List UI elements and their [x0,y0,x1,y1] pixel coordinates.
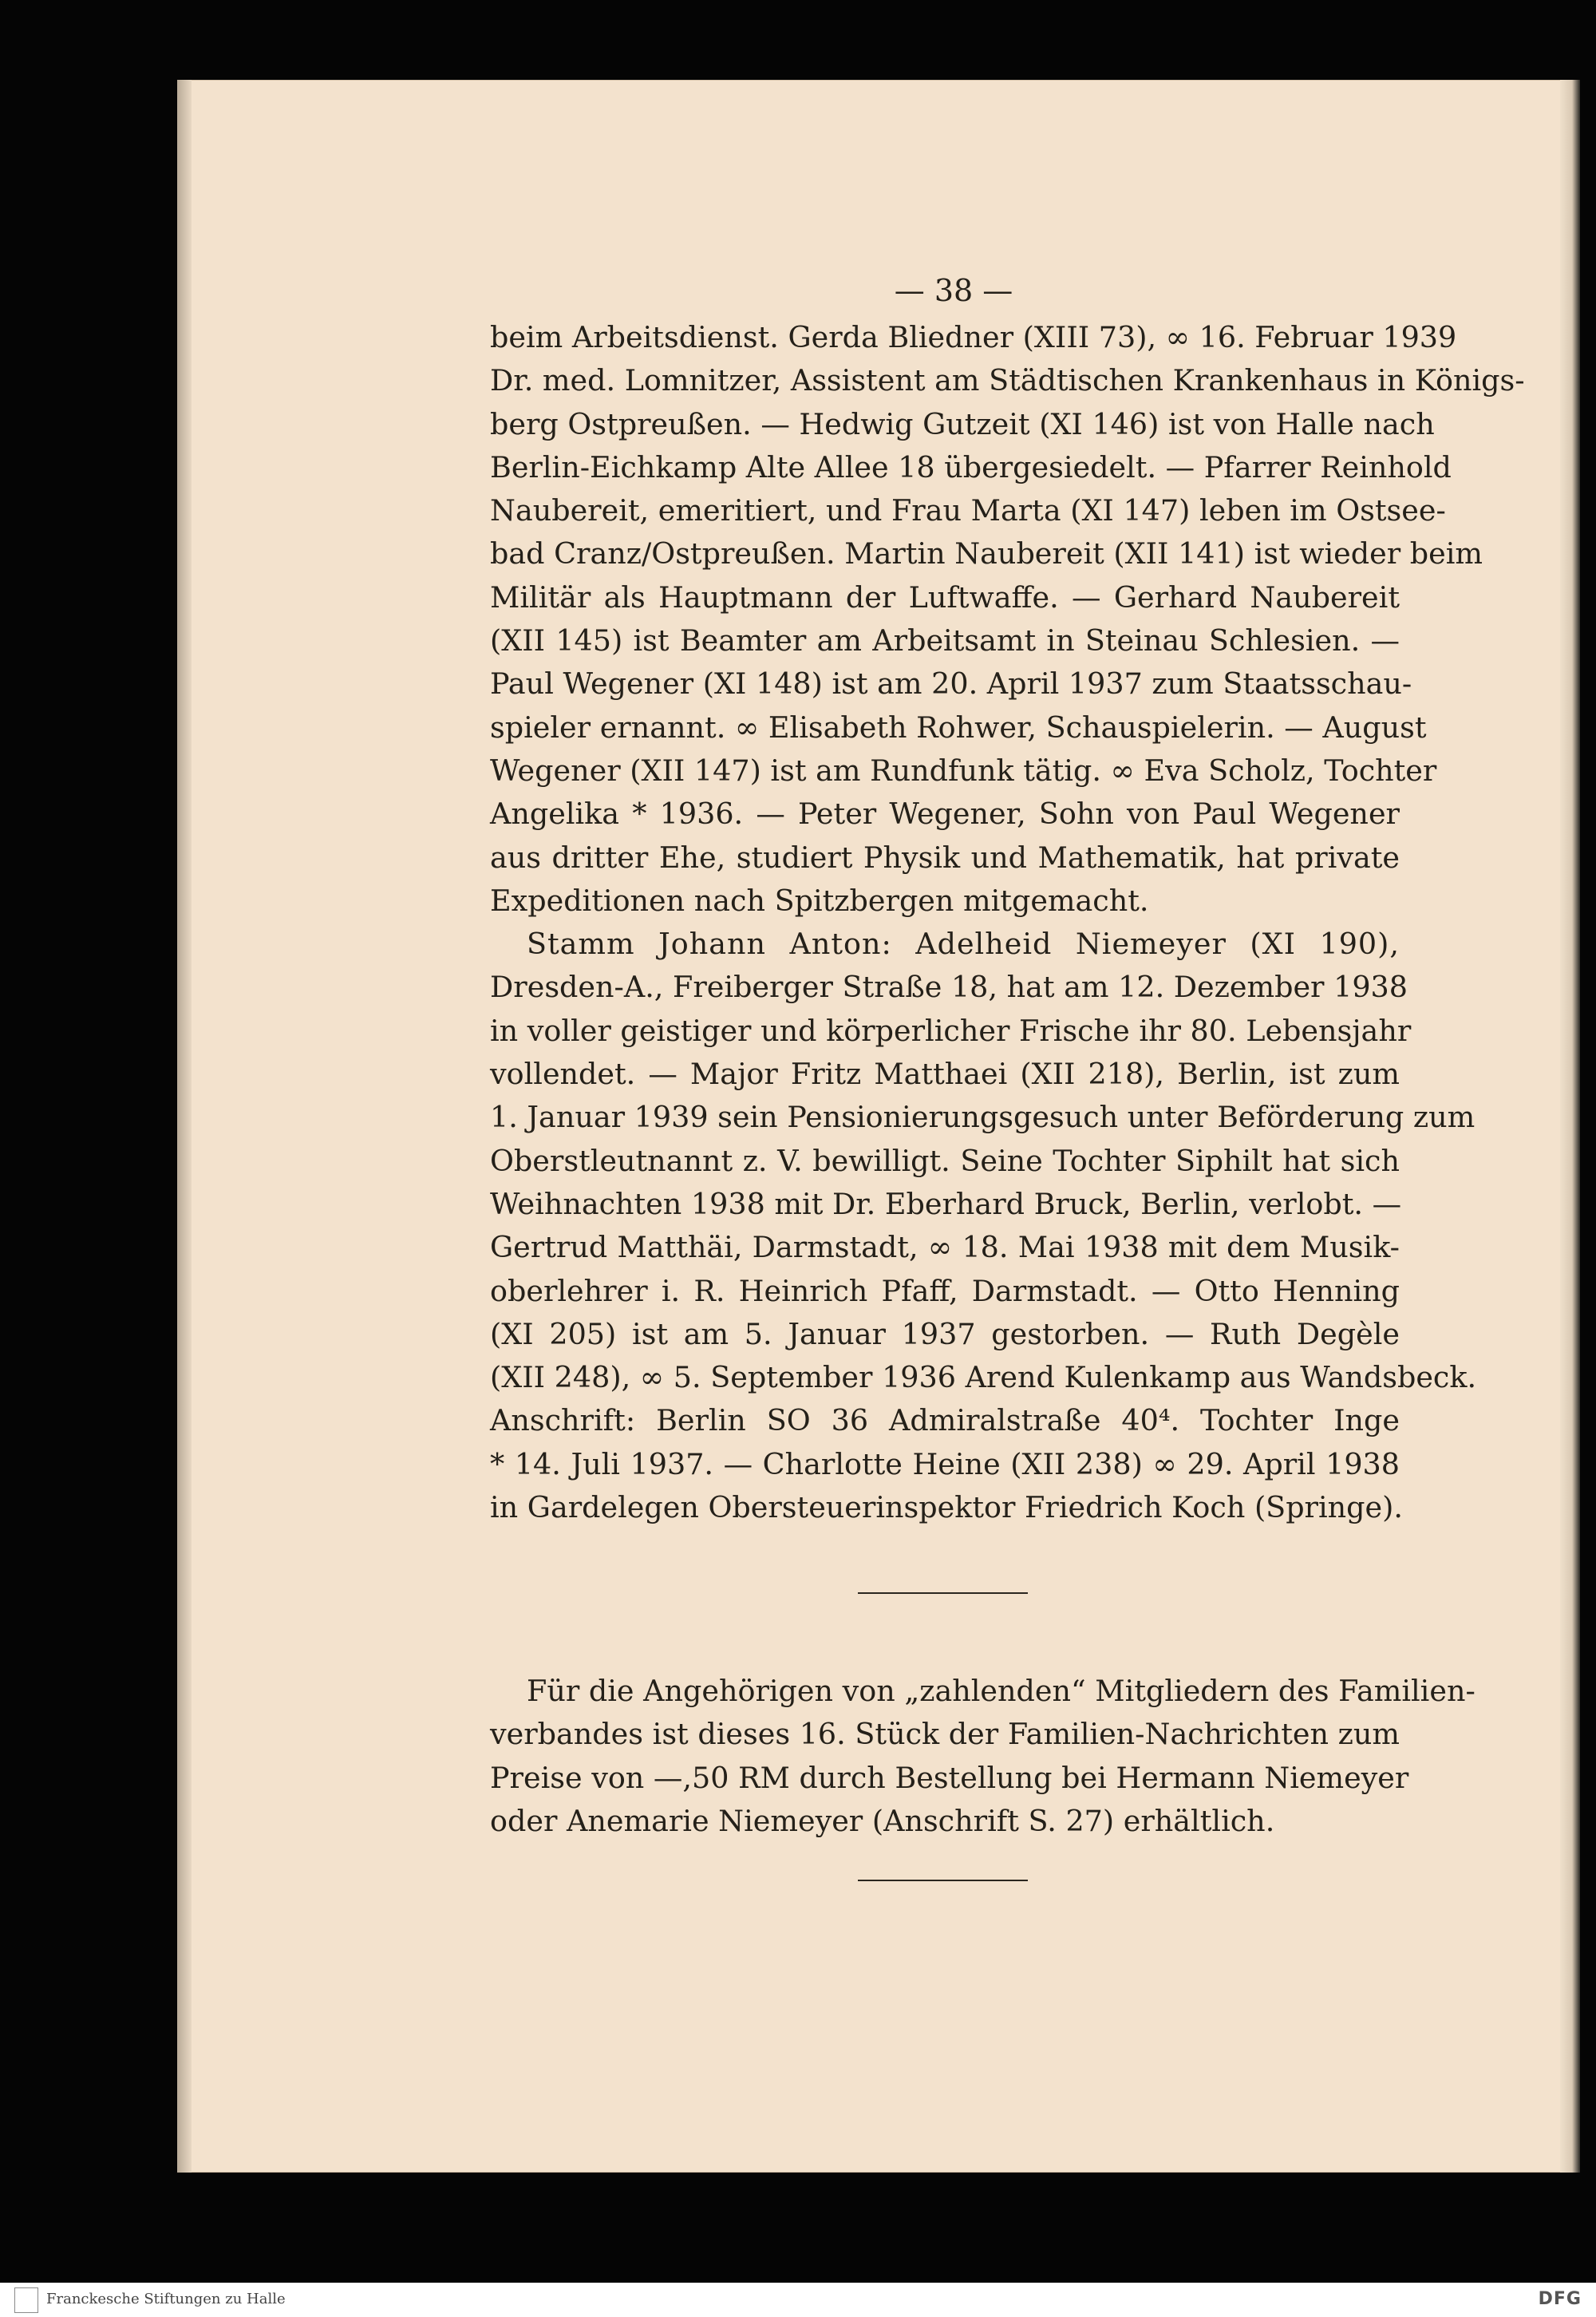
page-fore-edge [1560,80,1580,2173]
stamm-johann-anton-paragraph [490,923,1477,1529]
text-line: Angelika * 1936. — Peter Wegener, Sohn von Paul Wegener [490,797,1400,832]
text-line: * 14. Juli 1937. — Charlotte Heine (XII 238) ∞ 29. April 1938 [490,1446,1400,1481]
text-line: Preise von —,50 RM durch Bestellung bei Hermann Niemeyer [490,1760,1409,1795]
text-line: Stamm Johann Anton: Adelheid Niemeyer (XI 190), [527,927,1400,962]
price-notice [490,1670,1476,1843]
text-line: Wegener (XII 147) ist am Rundfunk tätig. ∞ Eva Scholz, Tochter [490,753,1437,788]
text-line: bad Cranz/Ostpreußen. Martin Naubereit (XII 141) ist wieder beim [490,536,1483,571]
text-line: spieler ernannt. ∞ Elisabeth Rohwer, Schauspielerin. — August [490,710,1427,745]
text-line: (XII 248), ∞ 5. September 1936 Arend Kulenkamp aus Wandsbeck. [490,1360,1477,1395]
separator-rule [858,1880,1028,1881]
notice-paragraph [490,1670,1476,1843]
text-line: in voller geistiger und körperlicher Frische ihr 80. Lebensjahr [490,1013,1412,1048]
text-line: Oberstleutnannt z. V. bewilligt. Seine Tochter Siphilt hat sich [490,1143,1400,1178]
text-line: Für die Angehörigen von „zahlenden“ Mitgliedern des Familien- [527,1674,1476,1708]
text-line: (XII 145) ist Beamter am Arbeitsamt in Steinau Schlesien. — [490,623,1400,658]
dfg-logo: DFG [1538,2289,1582,2309]
family-news-paragraph [490,316,1525,923]
text-line: beim Arbeitsdienst. Gerda Bliedner (XIII 73), ∞ 16. Februar 1939 [490,320,1457,354]
digitization-footer [0,2283,1596,2317]
page-binding-edge [177,80,192,2173]
text-line: aus dritter Ehe, studiert Physik und Mathematik, hat private [490,840,1400,875]
text-line: Gertrud Matthäi, Darmstadt, ∞ 18. Mai 1938 mit dem Musik- [490,1230,1400,1265]
text-line: Dresden-A., Freiberger Straße 18, hat am 12. Dezember 1938 [490,970,1408,1005]
text-line: 1. Januar 1939 sein Pensionierungsgesuch unter Beförderung zum [490,1100,1476,1135]
text-line: Paul Wegener (XI 148) ist am 20. April 1937 zum Staatsschau- [490,666,1412,702]
page-number: — 38 — [894,273,1013,308]
text-line: (XI 205) ist am 5. Januar 1937 gestorben. — Ruth Degèle [490,1316,1400,1351]
page-body [490,316,1525,1529]
text-line: Expeditionen nach Spitzbergen mitgemacht. [490,883,1149,918]
text-line: vollendet. — Major Fritz Matthaei (XII 218), Berlin, ist zum [490,1057,1400,1092]
text-line: Dr. med. Lomnitzer, Assistent am Städtischen Krankenhaus in Königs- [490,363,1525,398]
text-line: Anschrift: Berlin SO 36 Admiralstraße 40⁴. Tochter Inge [490,1403,1400,1438]
institution-logo-icon [14,2287,38,2313]
text-line: Weihnachten 1938 mit Dr. Eberhard Bruck, Berlin, verlobt. — [490,1186,1402,1221]
separator-rule [858,1592,1028,1594]
institution-name: Franckesche Stiftungen zu Halle [46,2291,286,2307]
text-line: Militär als Hauptmann der Luftwaffe. — Gerhard Naubereit [490,579,1400,615]
text-line: in Gardelegen Obersteuerinspektor Friedrich Koch (Springe). [490,1490,1403,1525]
text-line: berg Ostpreußen. — Hedwig Gutzeit (XI 146) ist von Halle nach [490,406,1435,441]
text-line: verbandes ist dieses 16. Stück der Familien-Nachrichten zum [490,1717,1400,1752]
text-line: Naubereit, emeritiert, und Frau Marta (XI 147) leben im Ostsee- [490,493,1446,528]
text-line: oberlehrer i. R. Heinrich Pfaff, Darmstadt. — Otto Henning [490,1273,1400,1308]
text-line: oder Anemarie Niemeyer (Anschrift S. 27) erhältlich. [490,1803,1275,1838]
text-line: Berlin-Eichkamp Alte Allee 18 übergesiedelt. — Pfarrer Reinhold [490,449,1452,484]
